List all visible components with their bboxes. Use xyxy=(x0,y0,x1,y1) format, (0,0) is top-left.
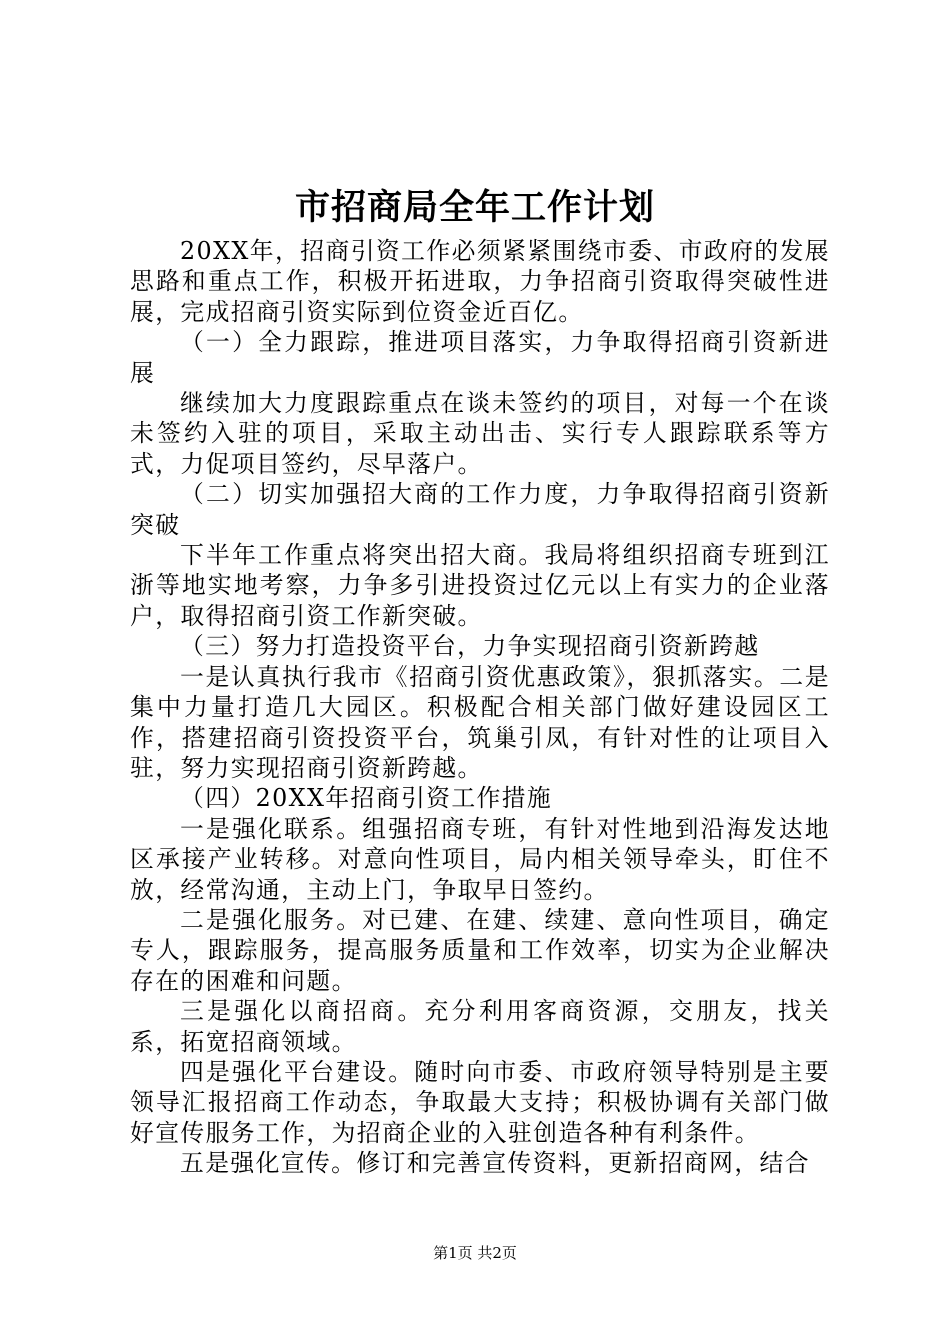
paragraph-section-3: 一是认真执行我市《招商引资优惠政策》，狠抓落实。二是集中力量打造几大园区。积极配合相关部门做好建设园区工作，搭建招商引资投资平台，筑巢引凤，有针对性的让项目入驻，努力实现招商引资新跨越。 xyxy=(130,662,830,782)
document-title: 市招商局全年工作计划 xyxy=(294,187,655,228)
paragraph-measure-2: 二是强化服务。对已建、在建、续建、意向性项目，确定专人，跟踪服务，提高服务质量和工作效率，切实为企业解决存在的困难和问题。 xyxy=(130,905,830,995)
paragraph-intro: 20XX年，招商引资工作必须紧紧围绕市委、市政府的发展思路和重点工作，积极开拓进取，力争招商引资取得突破性进展，完成招商引资实际到位资金近百亿。 xyxy=(130,237,830,326)
paragraph-measure-5: 五是强化宣传。修订和完善宣传资料，更新招商网，结合 xyxy=(180,1149,810,1178)
section-heading-4: （四）20XX年招商引资工作措施 xyxy=(180,784,553,813)
paragraph-measure-4: 四是强化平台建设。随时向市委、市政府领导特别是主要领导汇报招商工作动态，争取最大支持；积极协调有关部门做好宣传服务工作，为招商企业的入驻创造各种有利条件。 xyxy=(130,1057,830,1147)
paragraph-section-2: 下半年工作重点将突出招大商。我局将组织招商专班到江浙等地实地考察，力争多引进投资过亿元以上有实力的企业落户，取得招商引资工作新突破。 xyxy=(130,541,830,630)
section-heading-3: （三）努力打造投资平台，力争实现招商引资新跨越 xyxy=(180,632,760,661)
paragraph-measure-3: 三是强化以商招商。充分利用客商资源，交朋友，找关系，拓宽招商领域。 xyxy=(130,997,830,1056)
page-footer: 第1页 共2页 xyxy=(433,1244,517,1262)
section-heading-1: （一）全力跟踪，推进项目落实，力争取得招商引资新进展 xyxy=(130,328,830,387)
paragraph-measure-1: 一是强化联系。组强招商专班，有针对性地到沿海发达地区承接产业转移。对意向性项目，局内相关领导牵头，盯住不放，经常沟通，主动上门，争取早日签约。 xyxy=(130,814,830,904)
document-body xyxy=(130,236,830,1179)
paragraph-section-1: 继续加大力度跟踪重点在谈未签约的项目，对每一个在谈未签约入驻的项目，采取主动出击、实行专人跟踪联系等方式，力促项目签约，尽早落户。 xyxy=(130,389,830,478)
section-heading-2: （二）切实加强招大商的工作力度，力争取得招商引资新突破 xyxy=(130,480,830,539)
